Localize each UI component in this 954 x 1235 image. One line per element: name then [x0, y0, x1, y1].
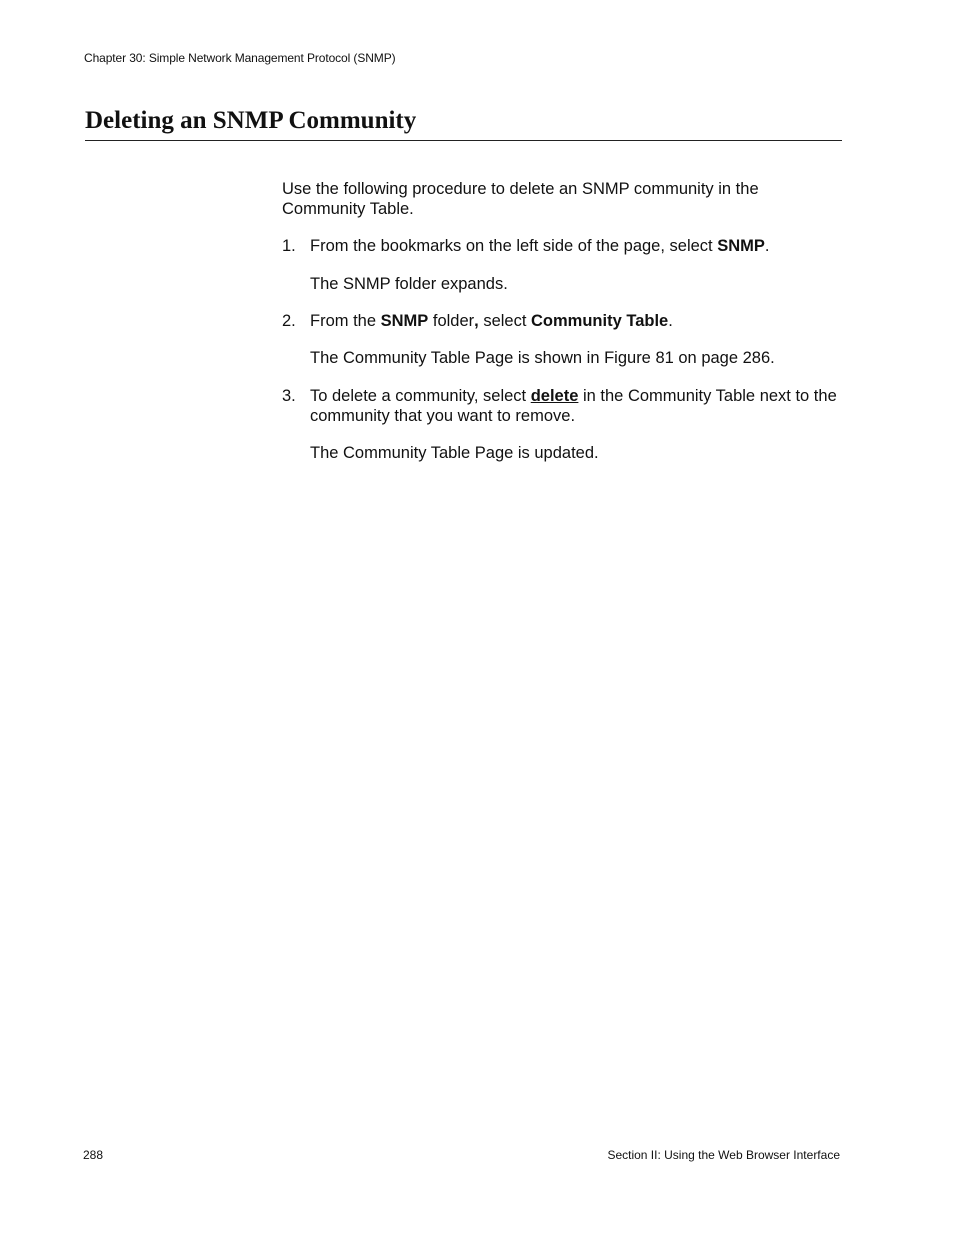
bold-term-snmp: SNMP	[380, 312, 429, 330]
step-text: From the bookmarks on the left side of the page, select SNMP.	[310, 237, 770, 255]
bold-term-community-table: Community Table	[531, 312, 669, 330]
page-number: 288	[83, 1148, 104, 1162]
section-title: Deleting an SNMP Community	[85, 106, 842, 141]
step-text: To delete a community, select delete in the Community Table next to the community that you want to remove.	[310, 387, 837, 425]
step-2-result: The Community Table Page is shown in Figure 81 on page 286.	[310, 349, 775, 367]
step-text: From the SNMP folder, select Community Table.	[310, 312, 673, 330]
step-1-result: The SNMP folder expands.	[310, 275, 508, 293]
step-1	[282, 236, 847, 256]
step-3	[282, 386, 847, 426]
step-2	[282, 311, 847, 331]
procedure-content	[282, 179, 847, 463]
step-number: 1.	[282, 237, 296, 255]
step-number: 2.	[282, 312, 296, 330]
delete-link-term: delete	[530, 387, 579, 405]
running-footer: Section II: Using the Web Browser Interface	[607, 1148, 840, 1162]
step-3-result: The Community Table Page is updated.	[310, 444, 599, 462]
step-number: 3.	[282, 387, 296, 405]
intro-paragraph: Use the following procedure to delete an SNMP community in the Community Table.	[282, 180, 759, 218]
bold-term-snmp: SNMP	[717, 237, 765, 255]
running-header: Chapter 30: Simple Network Management Protocol (SNMP)	[84, 51, 396, 65]
